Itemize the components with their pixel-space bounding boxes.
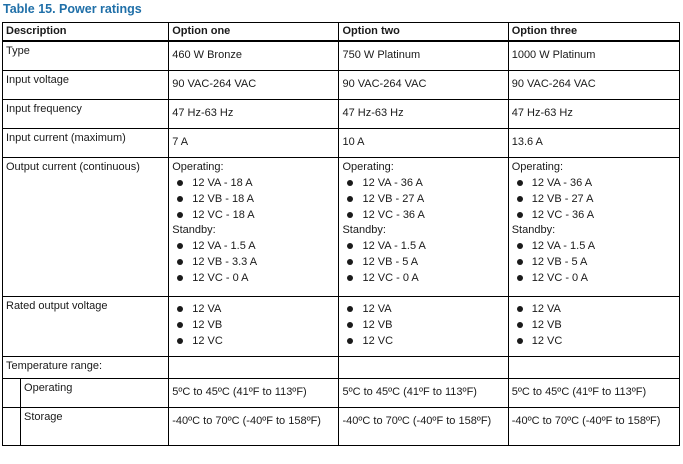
operating-label: Operating: (511, 160, 564, 173)
cell-rated-output-voltage-option-one (169, 296, 339, 356)
indent-cell (3, 407, 21, 445)
cell-input-voltage-option-one: 90 VAC-264 VAC (169, 70, 339, 99)
list-item: 12 VB - 3.3 A (172, 254, 335, 270)
row-label-operating: Operating (21, 378, 169, 407)
table-row (3, 128, 680, 157)
row-label-rated-output-voltage: Rated output voltage (3, 296, 169, 356)
cell-storage-option-three: -40ºC to 70ºC (-40ºF to 158ºF) (508, 407, 679, 445)
list-item: 12 VC - 36 A (512, 207, 676, 223)
row-label-input-frequency: Input frequency (3, 99, 169, 128)
cell-input-voltage-option-two: 90 VAC-264 VAC (339, 70, 508, 99)
cell-type-option-three: 1000 W Platinum (508, 41, 679, 70)
list-item: 12 VA - 36 A (512, 175, 676, 191)
list-item: 12 VA (342, 301, 504, 317)
list-item: 12 VA (512, 301, 676, 317)
indent-cell (3, 378, 21, 407)
power-ratings-table (2, 22, 680, 446)
standby-label: Standby: (172, 223, 216, 236)
table-row (3, 99, 680, 128)
table-header-row (3, 23, 680, 42)
cell-storage-option-one: -40ºC to 70ºC (-40ºF to 158ºF) (169, 407, 339, 445)
row-label-input-voltage: Input voltage (3, 70, 169, 99)
empty-cell (169, 356, 339, 378)
standby-label: Standby: (342, 223, 386, 236)
table-row (3, 378, 680, 407)
list-item: 12 VB - 27 A (512, 191, 676, 207)
list-item: 12 VC (172, 333, 335, 349)
list-item: 12 VC - 36 A (342, 207, 504, 223)
cell-input-frequency-option-two: 47 Hz-63 Hz (339, 99, 508, 128)
cell-input-current-option-three: 13.6 A (508, 128, 679, 157)
table-row (3, 157, 680, 296)
cell-operating-option-one: 5ºC to 45ºC (41ºF to 113ºF) (169, 378, 339, 407)
list-item: 12 VA (172, 301, 335, 317)
list-item: 12 VA - 1.5 A (342, 238, 504, 254)
cell-output-current-option-one (169, 157, 339, 296)
table-row (3, 296, 680, 356)
list-item: 12 VC - 18 A (172, 207, 335, 223)
standby-list (342, 238, 504, 286)
empty-cell (339, 356, 508, 378)
list-item: 12 VB (342, 317, 504, 333)
list-item: 12 VC - 0 A (512, 270, 676, 286)
row-label-storage: Storage (21, 407, 169, 445)
list-item: 12 VA - 1.5 A (172, 238, 335, 254)
list-item: 12 VC (342, 333, 504, 349)
header-option-one: Option one (169, 23, 339, 42)
cell-input-current-option-two: 10 A (339, 128, 508, 157)
list-item: 12 VA - 36 A (342, 175, 504, 191)
cell-input-voltage-option-three: 90 VAC-264 VAC (508, 70, 679, 99)
table-row (3, 407, 680, 445)
list-item: 12 VC - 0 A (172, 270, 335, 286)
standby-list (512, 238, 676, 286)
operating-label: Operating: (342, 160, 394, 173)
voltage-list (172, 301, 335, 349)
cell-rated-output-voltage-option-three (508, 296, 679, 356)
standby-label: Standby: (511, 223, 556, 236)
table-row (3, 356, 680, 378)
row-label-temperature-range: Temperature range: (3, 356, 169, 378)
operating-label: Operating: (172, 160, 224, 173)
cell-output-current-option-three (508, 157, 679, 296)
operating-list (172, 175, 335, 223)
list-item: 12 VB (172, 317, 335, 333)
list-item: 12 VB - 5 A (512, 254, 676, 270)
cell-output-current-option-two (339, 157, 508, 296)
list-item: 12 VB (512, 317, 676, 333)
list-item: 12 VC - 0 A (342, 270, 504, 286)
list-item: 12 VB - 5 A (342, 254, 504, 270)
header-description: Description (3, 23, 169, 42)
row-label-input-current: Input current (maximum) (3, 128, 169, 157)
list-item: 12 VB - 27 A (342, 191, 504, 207)
cell-type-option-two: 750 W Platinum (339, 41, 508, 70)
list-item: 12 VC (512, 333, 676, 349)
cell-operating-option-two: 5ºC to 45ºC (41ºF to 113ºF) (339, 378, 508, 407)
cell-operating-option-three: 5ºC to 45ºC (41ºF to 113ºF) (508, 378, 679, 407)
row-label-output-current: Output current (continuous) (3, 157, 169, 296)
list-item: 12 VA - 18 A (172, 175, 335, 191)
empty-cell (508, 356, 679, 378)
standby-list (172, 238, 335, 286)
operating-list (342, 175, 504, 223)
voltage-list (342, 301, 504, 349)
table-caption: Table 15. Power ratings (3, 2, 142, 16)
header-option-two: Option two (339, 23, 508, 42)
list-item: 12 VA - 1.5 A (512, 238, 676, 254)
cell-type-option-one: 460 W Bronze (169, 41, 339, 70)
cell-rated-output-voltage-option-two (339, 296, 508, 356)
operating-list (512, 175, 676, 223)
cell-storage-option-two: -40ºC to 70ºC (-40ºF to 158ºF) (339, 407, 508, 445)
cell-input-current-option-one: 7 A (169, 128, 339, 157)
header-option-three: Option three (508, 23, 679, 42)
cell-input-frequency-option-three: 47 Hz-63 Hz (508, 99, 679, 128)
table-row (3, 70, 680, 99)
row-label-type: Type (3, 41, 169, 70)
cell-input-frequency-option-one: 47 Hz-63 Hz (169, 99, 339, 128)
voltage-list (512, 301, 676, 349)
table-row (3, 41, 680, 70)
list-item: 12 VB - 18 A (172, 191, 335, 207)
